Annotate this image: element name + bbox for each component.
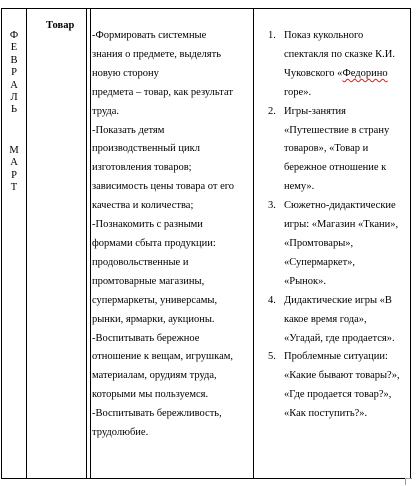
column-divider-month bbox=[26, 8, 27, 479]
goal-line: отношение к вещам, игрушкам, bbox=[92, 351, 234, 363]
goal-line: труда. bbox=[92, 105, 120, 117]
activity-line: Сюжетно-дидактические bbox=[284, 200, 396, 212]
activity-line: товаров», «Товар и bbox=[284, 143, 369, 155]
goal-line: супермаркеты, универсамы, bbox=[92, 294, 218, 306]
goal-line: -Познакомить с разными bbox=[92, 219, 203, 231]
month-letter: В bbox=[10, 54, 18, 66]
activity-number: 2. bbox=[268, 105, 276, 117]
month-letter: Е bbox=[10, 42, 18, 54]
goal-line: промтоварные магазины, bbox=[92, 275, 205, 287]
activity-item bbox=[260, 292, 408, 349]
activity-number: 4. bbox=[268, 294, 276, 306]
activity-line: Игры-занятия bbox=[284, 105, 346, 117]
goal-line: качества и количества; bbox=[92, 200, 194, 212]
activity-line: «Рынок». bbox=[284, 275, 326, 287]
activity-line: «Угадай, где продается». bbox=[284, 332, 395, 344]
activity-number: 1. bbox=[268, 30, 276, 41]
topic-cell: Товар bbox=[46, 20, 75, 31]
activity-item bbox=[260, 103, 408, 198]
month-letter: Ф bbox=[9, 30, 19, 41]
goal-line: рынки, ярмарки, аукционы. bbox=[92, 313, 215, 325]
activity-item bbox=[260, 197, 408, 292]
goals-cell bbox=[92, 27, 252, 443]
goal-line: новую сторону bbox=[92, 67, 159, 79]
activity-line: «Как поступить?». bbox=[284, 408, 368, 420]
activity-line: бережное отношение к bbox=[284, 162, 387, 174]
month-letter: М bbox=[9, 144, 19, 156]
activity-line: «Супермаркет», bbox=[284, 256, 356, 268]
activity-line: Проблемные ситуации: bbox=[284, 351, 388, 363]
month-letter: Ь bbox=[10, 104, 18, 116]
page-corner-mark bbox=[405, 478, 412, 485]
month-letter: Р bbox=[11, 67, 17, 79]
column-divider-topic bbox=[86, 8, 91, 479]
goal-line: -Показать детям bbox=[92, 124, 165, 136]
goal-line: зависимость цены товара от его bbox=[92, 181, 235, 193]
spellcheck-word: Федорино bbox=[342, 67, 388, 79]
activity-line: нему». bbox=[284, 181, 315, 193]
goal-line: продовольственные и bbox=[92, 256, 189, 268]
goal-line: знания о предмете, выделять bbox=[92, 48, 221, 60]
goal-line: формами сбыта продукции: bbox=[92, 237, 216, 249]
activity-line: «Промтовары», bbox=[284, 237, 354, 249]
month-letter: А bbox=[10, 157, 18, 169]
activity-line: игры: «Магазин «Ткани», bbox=[284, 219, 399, 231]
activity-line: «Путешествие в страну bbox=[284, 124, 390, 136]
goal-line: материалам, орудиям труда, bbox=[92, 370, 217, 382]
month-letter: Л bbox=[10, 91, 18, 103]
activity-number: 3. bbox=[268, 200, 276, 212]
activity-line: «Какие бывают товары?», bbox=[284, 370, 400, 382]
goal-line: -Формировать системные bbox=[92, 30, 207, 41]
activity-line: Показ кукольного bbox=[284, 30, 364, 41]
activities-list bbox=[260, 27, 408, 424]
activity-line: спектакля по сказке К.И. bbox=[284, 48, 395, 60]
month-letter: А bbox=[10, 79, 18, 91]
activity-line: горе». bbox=[284, 86, 312, 98]
activity-line: «Где продается товар?», bbox=[284, 389, 392, 401]
activity-line: какое время года», bbox=[284, 313, 367, 325]
month-letter: Т bbox=[10, 181, 18, 193]
activity-line: Дидактические игры «В bbox=[284, 294, 392, 306]
goal-line: производственный цикл bbox=[92, 143, 200, 155]
goal-line: изготовления товаров; bbox=[92, 162, 192, 174]
goal-line: которыми мы пользуемся. bbox=[92, 389, 209, 401]
month-letter: Р bbox=[11, 169, 17, 181]
goal-line: предмета – товар, как результат bbox=[92, 86, 234, 98]
activity-item bbox=[260, 27, 408, 103]
activity-line-text: Чуковского « bbox=[284, 67, 343, 79]
activity-line bbox=[284, 65, 408, 84]
activity-item bbox=[260, 348, 408, 424]
goal-line: трудолюбие. bbox=[92, 427, 149, 439]
goal-line: -Воспитывать бережное bbox=[92, 332, 200, 344]
column-divider-goals bbox=[253, 8, 254, 479]
month-column bbox=[2, 30, 26, 194]
goal-line: -Воспитывать бережливость, bbox=[92, 408, 222, 420]
activity-number: 5. bbox=[268, 351, 276, 363]
